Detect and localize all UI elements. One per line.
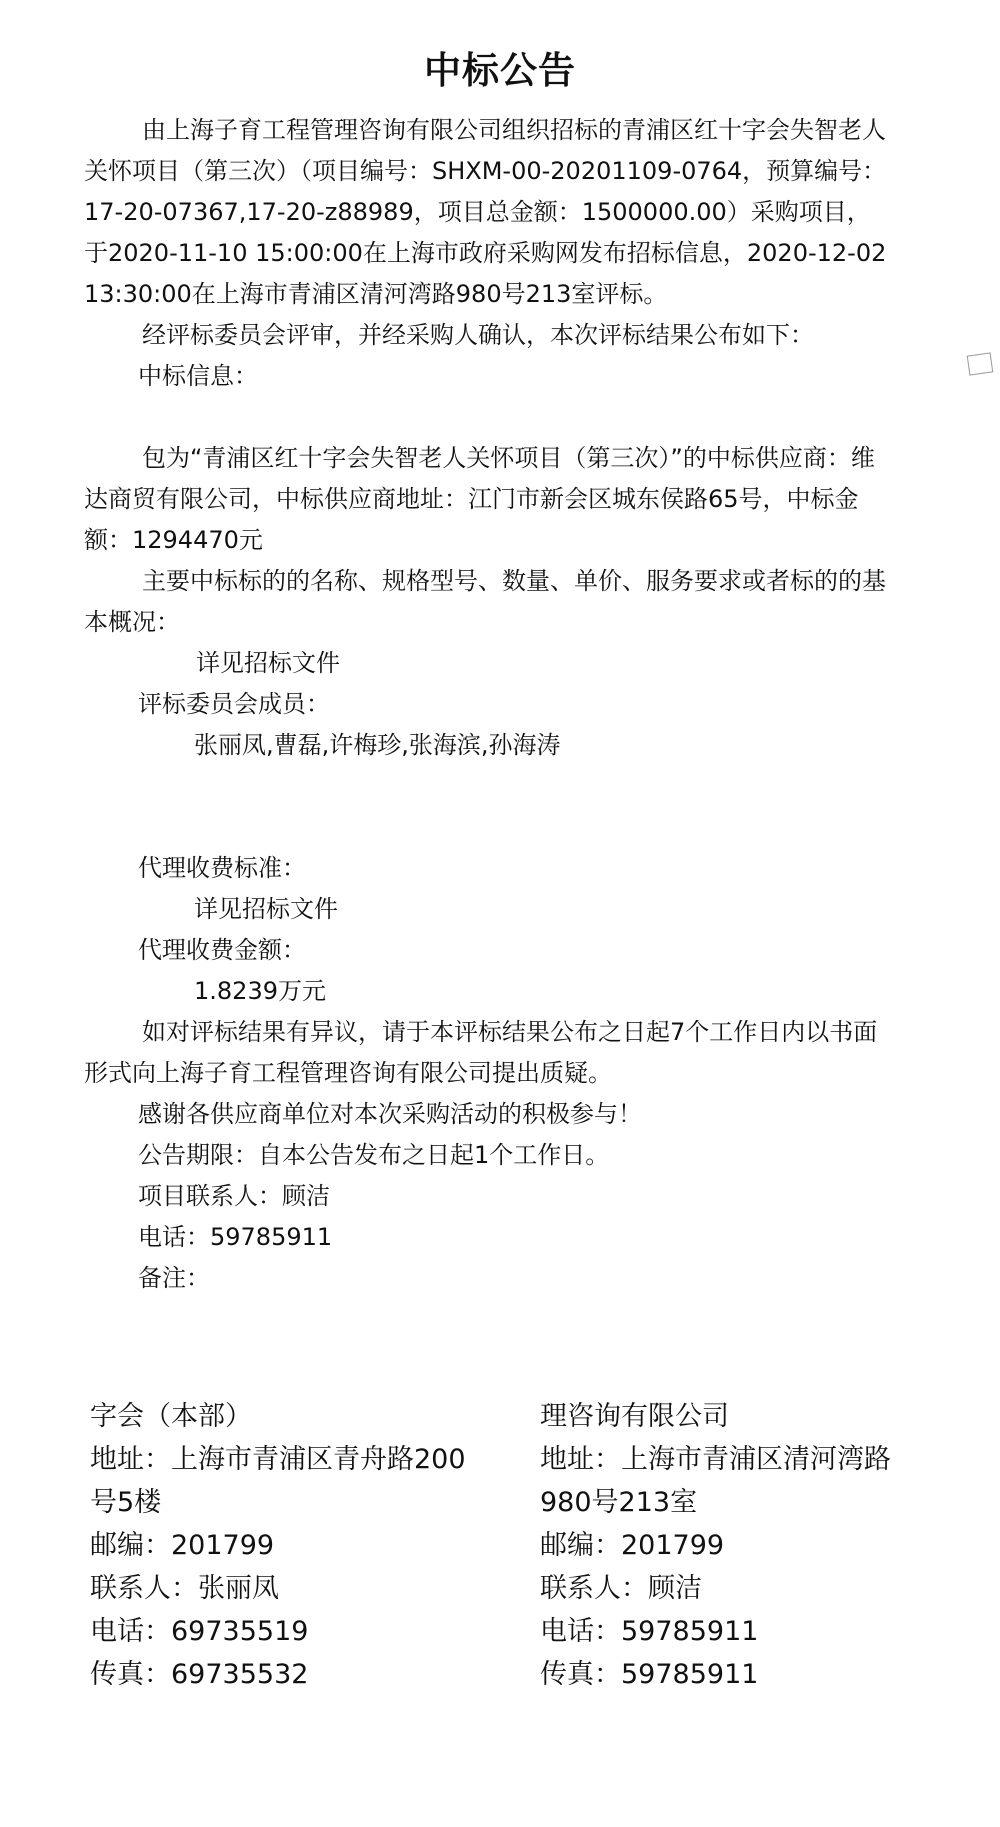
remarks: 备注： [138,1264,210,1292]
agency-contact: 联系人：顾洁 [540,1573,702,1604]
agency-phone: 电话：59785911 [540,1616,759,1647]
contact-blocks [90,1395,940,1696]
intro-paragraph: 由上海子育工程管理咨询有限公司组织招标的青浦区红十字会失智老人关怀项目（第三次）（项目编号：SHXM-00-20201109-0764，预算编号：17-20-07367,17-20-z88989，项目总金额：1500000.00）采购项目，于2020-11-10 15:00:00在上海市政府采购网发布招标信息，2020-12-02 13:30:00在上海市青浦区清河湾路980号213室评标。 [84,116,887,308]
review-statement: 经评标委员会评审，并经采购人确认，本次评标结果公布如下： [142,321,814,349]
purchaser-name: 字会（本部） [90,1401,252,1432]
agency-address: 地址：上海市青浦区清河湾路980号213室 [540,1444,891,1518]
purchaser-contact: 联系人：张丽凤 [90,1573,279,1604]
fee-standard-heading: 代理收费标准： [138,854,306,882]
fee-standard-value: 详见招标文件 [194,895,338,923]
agency-name: 理咨询有限公司 [540,1401,729,1432]
thanks-statement: 感谢各供应商单位对本次采购活动的积极参与！ [138,1100,642,1128]
purchaser-block [90,1395,490,1696]
project-phone: 电话：59785911 [138,1223,333,1251]
notice-body [84,110,894,1299]
page-title: 中标公告 [424,49,576,92]
agency-fax: 传真：59785911 [540,1659,759,1690]
notice-period: 公告期限：自本公告发布之日起1个工作日。 [138,1141,610,1169]
winner-detail: 包为“青浦区红十字会失智老人关怀项目（第三次）”的中标供应商：维达商贸有限公司，中标供应商地址：江门市新会区城东侯路65号，中标金额：1294470元 [84,444,875,554]
objection-paragraph: 如对评标结果有异议，请于本评标结果公布之日起7个工作日内以书面形式向上海子育工程管理咨询有限公司提出质疑。 [84,1018,878,1087]
purchaser-address: 地址：上海市青浦区青舟路200号5楼 [90,1444,466,1518]
purchaser-fax: 传真：69735532 [90,1659,309,1690]
purchaser-postcode: 邮编：201799 [90,1530,275,1561]
agency-block [540,1395,940,1696]
committee-members: 张丽凤,曹磊,许梅珍,张海滨,孙海涛 [194,731,561,759]
fee-amount-heading: 代理收费金额： [138,936,306,964]
winner-heading: 中标信息： [138,362,258,390]
subject-heading: 主要中标标的的名称、规格型号、数量、单价、服务要求或者标的的基本概况： [84,567,886,636]
margin-stamp-mark [967,352,994,375]
purchaser-phone: 电话：69735519 [90,1616,309,1647]
agency-postcode: 邮编：201799 [540,1530,725,1561]
project-contact: 项目联系人：顾洁 [138,1182,330,1210]
fee-amount-value: 1.8239万元 [194,977,326,1005]
committee-heading: 评标委员会成员： [138,690,330,718]
subject-value: 详见招标文件 [196,649,340,677]
